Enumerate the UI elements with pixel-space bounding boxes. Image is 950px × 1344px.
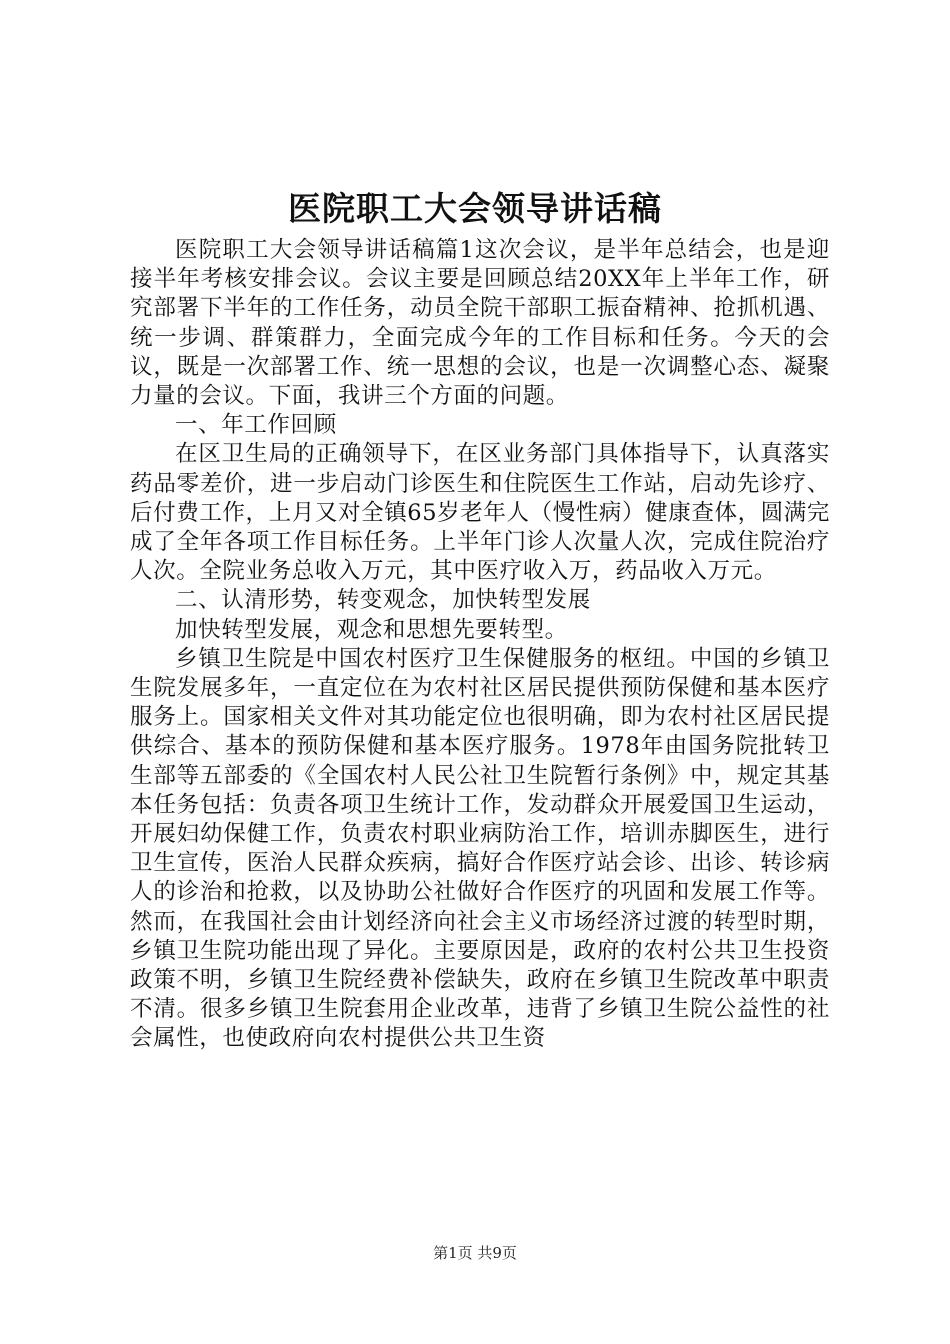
page-footer: 第1页 共9页 [433, 1244, 517, 1262]
paragraph-transform: 加快转型发展，观念和思想先要转型。 [175, 616, 568, 643]
paragraph-review: 在区卫生局的正确领导下，在区业务部门具体指导下，认真落实药品零差价，进一步启动门诊医生和住院医生工作站，启动先诊疗、后付费工作，上月又对全镇65岁老年人（慢性病）健康查体，圆满完成了全年各项工作目标任务。上半年门诊人次量人次，完成住院治疗人次。全院业务总收入万元，其中医疗收入万，药品收入万元。 [130, 441, 830, 585]
section-heading-2: 二、认清形势，转变观念，加快转型发展 [175, 587, 591, 614]
document-body [130, 236, 830, 1054]
paragraph-township-hospital: 乡镇卫生院是中国农村医疗卫生保健服务的枢纽。中国的乡镇卫生院发展多年，一直定位在为农村社区居民提供预防保健和基本医疗服务上。国家相关文件对其功能定位也很明确，即为农村社区居民提供综合、基本的预防保健和基本医疗服务。1978年由国务院批转卫生部等五部委的《全国农村人民公社卫生院暂行条例》中，规定其基本任务包括：负责各项卫生统计工作，发动群众开展爱国卫生运动，开展妇幼保健工作，负责农村职业病防治工作，培训赤脚医生，进行卫生宣传，医治人民群众疾病，搞好合作医疗站会诊、出诊、转诊病人的诊治和抢救，以及协助公社做好合作医疗的巩固和发展工作等。然而，在我国社会由计划经济向社会主义市场经济过渡的转型时期，乡镇卫生院功能出现了异化。主要原因是，政府的农村公共卫生投资政策不明，乡镇卫生院经费补偿缺失，政府在乡镇卫生院改革中职责不清。很多乡镇卫生院套用企业改革，违背了乡镇卫生院公益性的社会属性，也使政府向农村提供公共卫生资 [130, 645, 830, 1052]
section-heading-1: 一、年工作回顾 [175, 412, 337, 439]
document-title: 医院职工大会领导讲话稿 [288, 189, 662, 228]
paragraph-intro: 医院职工大会领导讲话稿篇1这次会议，是半年总结会，也是迎接半年考核安排会议。会议主要是回顾总结20XX年上半年工作，研究部署下半年的工作任务，动员全院干部职工振奋精神、抢抓机遇、统一步调、群策群力，全面完成今年的工作目标和任务。今天的会议，既是一次部署工作、统一思想的会议，也是一次调整心态、凝聚力量的会议。下面，我讲三个方面的问题。 [130, 237, 830, 410]
